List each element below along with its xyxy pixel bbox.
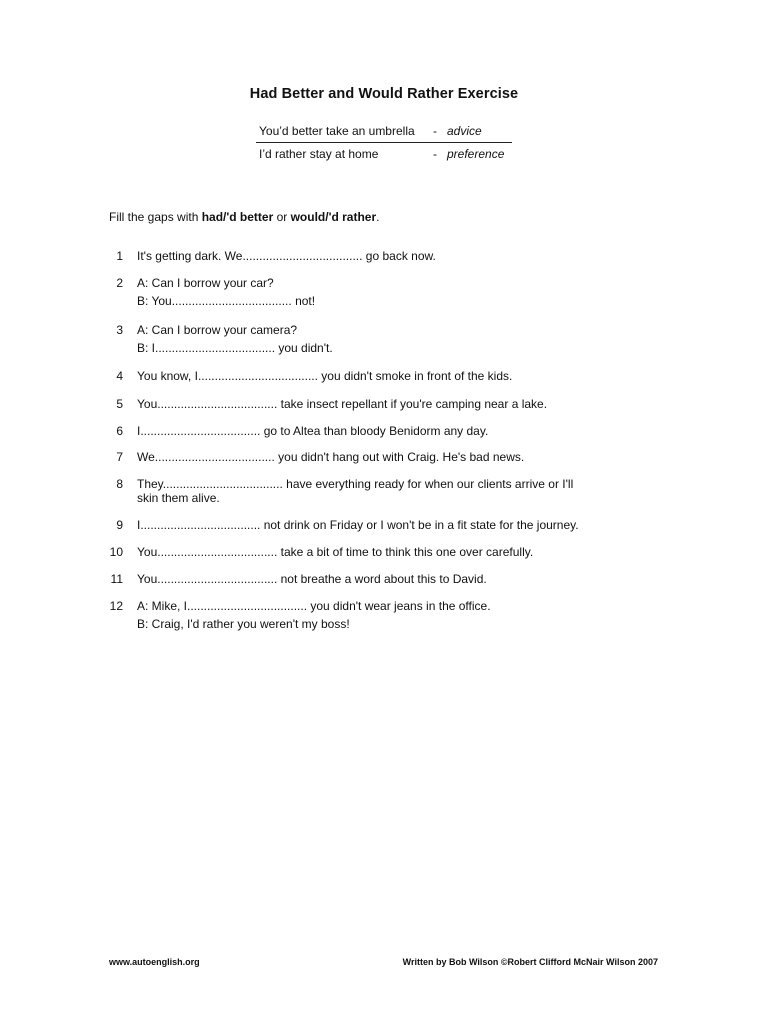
- exercise-line: You.................................... take insect repellant if you're camping near a lake.: [137, 397, 548, 411]
- instructions-suffix: .: [376, 210, 380, 224]
- exercise-number: 4: [116, 369, 123, 383]
- exercise-line: A: Can I borrow your car?: [137, 276, 274, 290]
- exercise-number: 7: [116, 450, 123, 464]
- exercise-line: You.................................... take a bit of time to think this one over carefully.: [137, 545, 534, 559]
- exercise-text: [137, 572, 637, 586]
- exercise-line: They.................................... have everything ready for when our clients arrive or I'll: [137, 477, 574, 491]
- exercise-line: A: Mike, I.................................... you didn't wear jeans in the office.: [137, 599, 491, 613]
- example-function: advice: [447, 124, 482, 138]
- exercise-line: It's getting dark. We.................................... go back now.: [137, 249, 436, 263]
- instructions-middle: or: [273, 210, 291, 224]
- page-title: Had Better and Would Rather Exercise: [249, 86, 519, 102]
- exercise-number: 1: [116, 249, 123, 263]
- exercise-number: 12: [109, 599, 123, 613]
- footer-credit: Written by Bob Wilson ©Robert Clifford McNair Wilson 2007: [402, 957, 658, 967]
- exercise-line: A: Can I borrow your camera?: [137, 323, 298, 337]
- exercise-text: [137, 323, 637, 355]
- exercise-text: [137, 518, 637, 532]
- example-row-advice: [256, 120, 512, 143]
- exercise-number: 3: [116, 323, 123, 337]
- example-sentence: I’d rather stay at home: [259, 147, 379, 161]
- instructions-option-would-rather: would/'d rather: [290, 210, 377, 224]
- example-dash: -: [433, 124, 437, 138]
- exercise-number: 2: [116, 276, 123, 290]
- exercise-text: [137, 249, 637, 263]
- instructions-prefix: Fill the gaps with: [109, 210, 202, 224]
- exercise-line: B: You.................................... not!: [137, 294, 316, 308]
- example-row-preference: [256, 143, 512, 165]
- exercise-line: skin them alive.: [137, 491, 220, 505]
- exercise-text: [137, 369, 637, 383]
- example-dash: -: [433, 147, 437, 161]
- exercise-number: 10: [109, 545, 123, 559]
- exercise-number: 5: [116, 397, 123, 411]
- exercise-line: B: I.................................... you didn't.: [137, 341, 333, 355]
- exercise-number: 9: [116, 518, 123, 532]
- exercise-text: [137, 545, 637, 559]
- example-function: preference: [447, 147, 505, 161]
- exercise-text: [137, 477, 637, 505]
- exercise-text: [137, 276, 637, 308]
- exercise-line: I.................................... not drink on Friday or I won't be in a fit state for the journey.: [137, 518, 579, 532]
- example-sentence: You’d better take an umbrella: [259, 124, 415, 138]
- exercise-number: 11: [110, 572, 123, 586]
- exercise-line: I.................................... go to Altea than bloody Benidorm any day.: [137, 424, 489, 438]
- exercise-text: [137, 450, 637, 464]
- exercise-line: We.................................... you didn't hang out with Craig. He's bad news.: [137, 450, 525, 464]
- exercise-text: [137, 397, 637, 411]
- example-table: [256, 120, 512, 165]
- exercise-text: [137, 424, 637, 438]
- exercise-text: [137, 599, 637, 631]
- instructions-option-had-better: had/'d better: [201, 210, 274, 224]
- exercise-line: You.................................... not breathe a word about this to David.: [137, 572, 487, 586]
- exercise-number: 6: [116, 424, 123, 438]
- footer-website: www.autoenglish.org: [109, 957, 200, 967]
- instructions: [109, 210, 379, 224]
- exercise-line: You know, I.................................... you didn't smoke in front of the kids.: [137, 369, 513, 383]
- exercise-line: B: Craig, I'd rather you weren't my boss!: [137, 617, 350, 631]
- exercise-number: 8: [116, 477, 123, 491]
